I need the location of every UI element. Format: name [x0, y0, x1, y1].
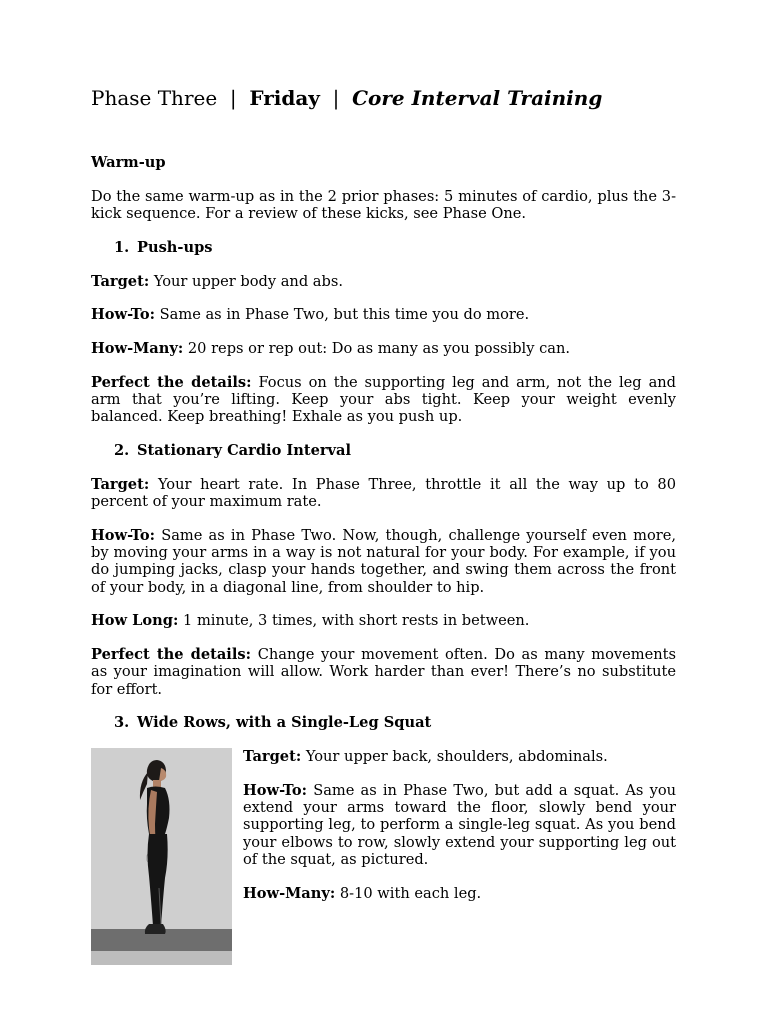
title-separator: |: [229, 86, 237, 110]
exercise-field: [91, 306, 676, 323]
exercise-field: [91, 476, 676, 510]
exercise-number: 1.: [114, 238, 130, 256]
exercise-field: [243, 885, 676, 902]
field-text: Same as in Phase Two, but this time you do more.: [159, 306, 530, 324]
warmup-text: Do the same warm-up as in the 2 prior phases: 5 minutes of cardio, plus the 3-kick sequence. For a review of these kicks, see Phase One.: [91, 187, 676, 222]
field-text: Same as in Phase Two. Now, though, challenge yourself even more, by moving your arms in a way is not natural for your body. For example, if you do jumping jacks, clasp your hands together, and swing them across the front of your body, in a diagonal line, from shoulder to hip.: [91, 526, 676, 596]
field-text: Change your movement often. Do as many movements as your imagination will allow. Work harder than ever! There’s no substitute for effort.: [91, 646, 677, 698]
field-label: Perfect the details:: [91, 646, 251, 664]
title-phase: Phase Three: [91, 86, 218, 110]
exercise-with-photo: [91, 748, 676, 965]
woman-standing-photo: [91, 748, 232, 965]
warmup-heading: Warm-up: [91, 154, 166, 171]
exercise-name: Wide Rows, with a Single-Leg Squat: [137, 714, 432, 732]
title-separator: |: [332, 86, 340, 110]
exercise-field: [91, 273, 676, 290]
field-text: Your upper back, shoulders, abdominals.: [305, 748, 608, 766]
exercise-number: 3.: [114, 714, 130, 732]
exercise-heading: [114, 714, 676, 731]
exercise-heading: [114, 239, 676, 256]
title-workout: Core Interval Training: [352, 86, 603, 110]
field-label: Target:: [243, 748, 302, 766]
field-text: Your upper body and abs.: [153, 272, 343, 290]
field-label: How-To:: [91, 526, 156, 544]
exercise-field: [91, 374, 676, 426]
field-text: Focus on the supporting leg and arm, not the leg and arm that you’re lifting. Keep your abs tight. Keep your weight evenly balanced. Keep breathing! Exhale as you push up.: [91, 373, 677, 426]
field-label: How-Many:: [91, 340, 184, 358]
exercise-field: [91, 646, 676, 698]
exercise-name: Push-ups: [137, 238, 213, 256]
field-label: Target:: [91, 272, 150, 290]
exercise-heading: [114, 442, 676, 459]
title-day: Friday: [249, 86, 320, 110]
field-text: Your heart rate. In Phase Three, throttle it all the way up to 80 percent of your maximum rate.: [91, 475, 677, 511]
field-label: How Long:: [91, 612, 179, 630]
exercise-field: [91, 340, 676, 357]
field-label: How-Many:: [243, 884, 336, 902]
field-label: How-To:: [91, 306, 156, 324]
exercise-field: [91, 527, 676, 596]
exercise-field: [243, 782, 676, 868]
field-text: 20 reps or rep out: Do as many as you possibly can.: [187, 340, 571, 358]
field-text: 1 minute, 3 times, with short rests in between.: [183, 612, 530, 630]
exercise-number: 2.: [114, 442, 130, 460]
field-text: Same as in Phase Two, but add a squat. As you extend your arms toward the floor, slowly bend your supporting leg, to perform a single-leg squat. As you bend your elbows to row, slowly extend your supporting leg out of the squat, as pictured.: [243, 781, 677, 868]
field-label: Target:: [91, 475, 150, 493]
field-label: How-To:: [243, 781, 308, 799]
field-text: 8-10 with each leg.: [339, 884, 482, 902]
page-title: [91, 85, 691, 111]
exercise-details: [243, 748, 676, 918]
exercise-field: [243, 748, 676, 765]
exercise-photo: [91, 748, 232, 965]
document-body: [91, 154, 676, 965]
field-label: Perfect the details:: [91, 373, 252, 391]
exercise-field: [91, 612, 676, 629]
exercise-name: Stationary Cardio Interval: [137, 442, 352, 460]
